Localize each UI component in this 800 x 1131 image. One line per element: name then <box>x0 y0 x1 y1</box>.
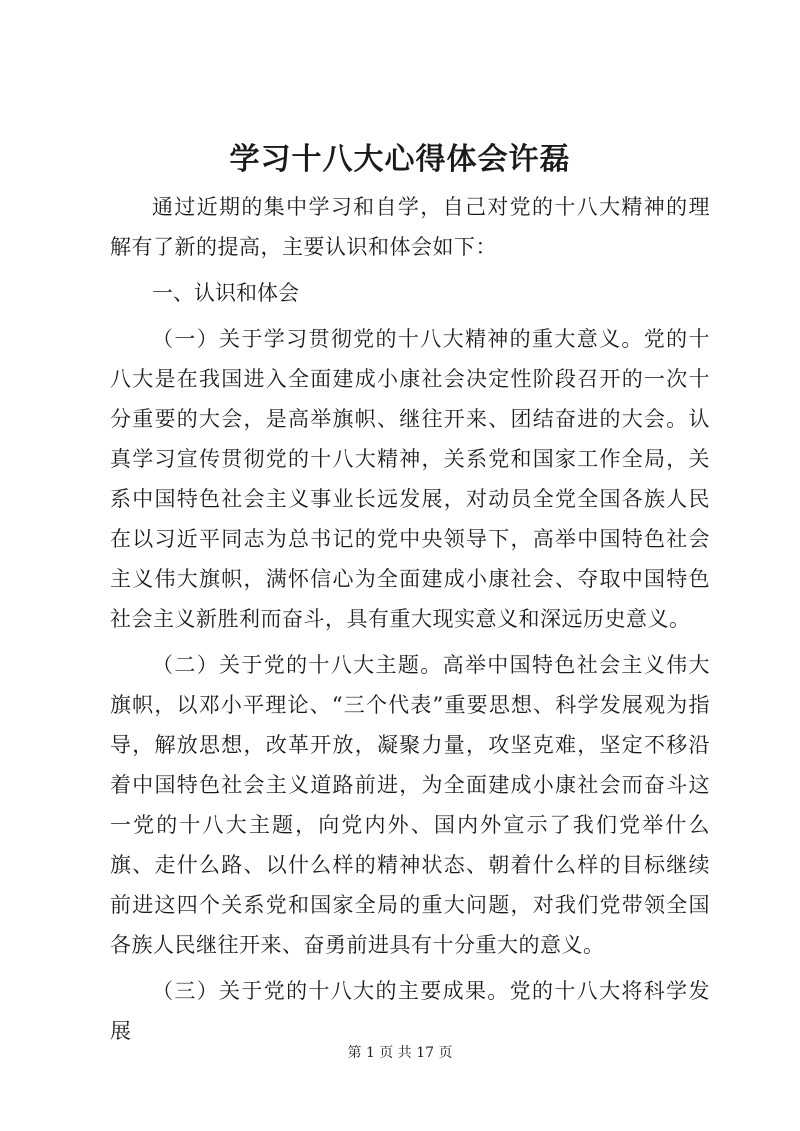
page-indicator: 第 1 页 共 17 页 <box>347 1045 453 1061</box>
paragraph-significance: （一）关于学习贯彻党的十八大精神的重大意义。党的十八大是在我国进入全面建成小康社会决定性阶段召开的一次十分重要的大会，是高举旗帜、继往开来、团结奋进的大会。认真学习宣传贯彻党的十八大精神，关系党和国家工作全局，关系中国特色社会主义事业长远发展，对动员全党全国各族人民在以习近平同志为总书记的党中央领导下，高举中国特色社会主义伟大旗帜，满怀信心为全面建成小康社会、夺取中国特色社会主义新胜利而奋斗，具有重大现实意义和深远历史意义。 <box>110 327 710 631</box>
intro-paragraph: 通过近期的集中学习和自学，自己对党的十八大精神的理解有了新的提高，主要认识和体会如下： <box>110 195 710 259</box>
document-body <box>110 187 710 1057</box>
section-heading: 一、认识和体会 <box>152 281 299 305</box>
paragraph-achievements: （三）关于党的十八大的主要成果。党的十八大将科学发展 <box>110 979 710 1043</box>
paragraph-theme: （二）关于党的十八大主题。高举中国特色社会主义伟大旗帜，以邓小平理论、“三个代表”重要思想、科学发展观为指导，解放思想，改革开放，凝聚力量，攻坚克难，坚定不移沿着中国特色社会主义道路前进，为全面建成小康社会而奋斗这一党的十八大主题，向党内外、国内外宣示了我们党举什么旗、走什么路、以什么样的精神状态、朝着什么样的目标继续前进这四个关系党和国家全局的重大问题，对我们党带领全国各族人民继往开来、奋勇前进具有十分重大的意义。 <box>110 653 710 957</box>
document-title: 学习十八大心得体会许磊 <box>229 142 571 177</box>
